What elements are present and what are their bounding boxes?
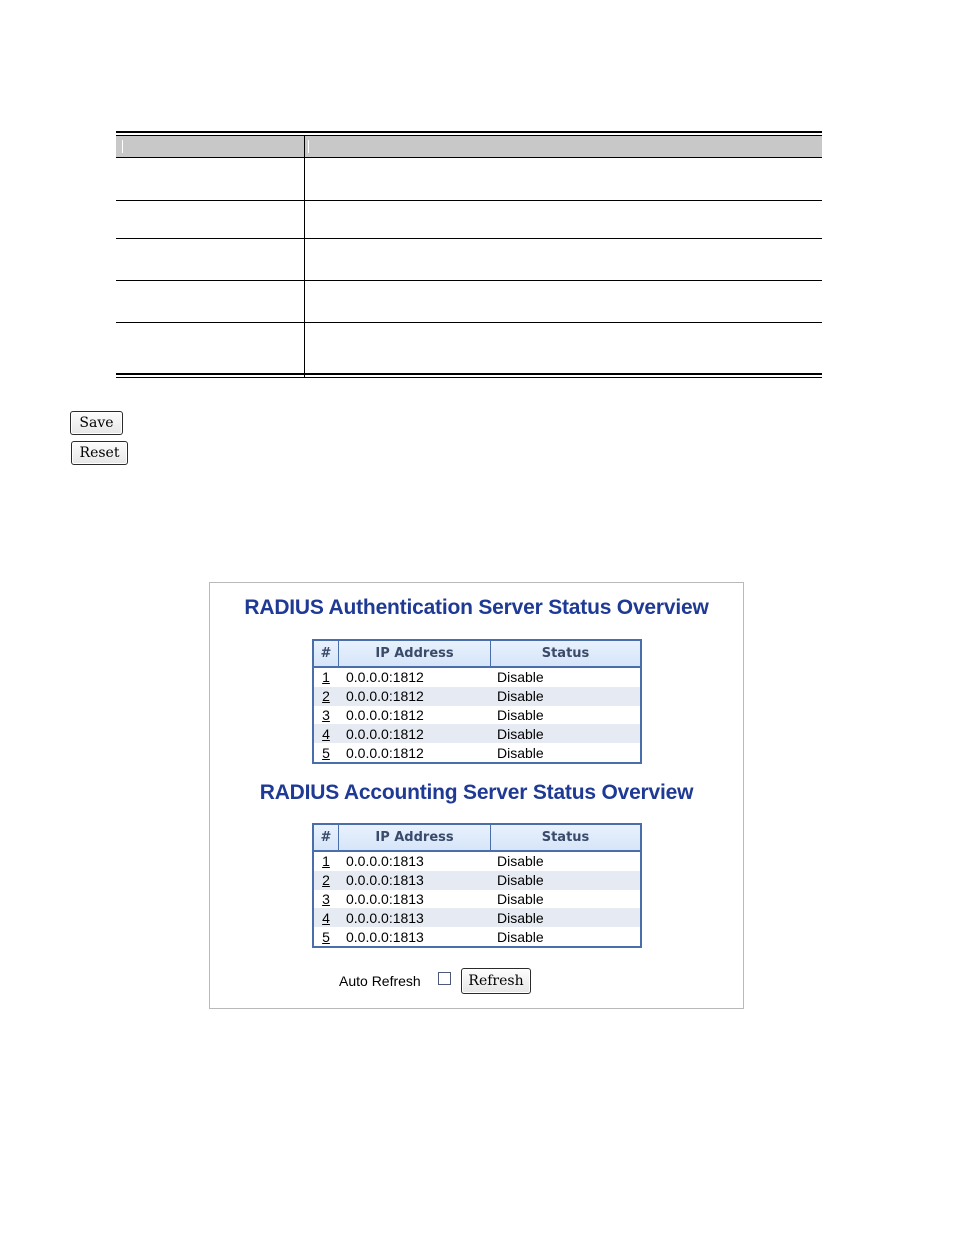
header-divider <box>122 140 123 153</box>
row-divider <box>116 322 822 323</box>
table-header <box>116 136 822 158</box>
column-header-number: # <box>320 646 332 661</box>
ip-address-cell: 0.0.0.0:1813 <box>346 909 424 926</box>
column-header-status: Status <box>490 825 640 850</box>
server-link[interactable]: 3 <box>322 706 330 723</box>
ip-address-cell: 0.0.0.0:1813 <box>346 853 424 870</box>
table-header <box>314 825 640 852</box>
column-header-ip: IP Address <box>338 641 490 666</box>
server-link[interactable]: 4 <box>322 725 330 742</box>
status-cell: Disable <box>497 744 544 761</box>
ip-address-cell: 0.0.0.0:1813 <box>346 872 424 889</box>
server-link[interactable]: 5 <box>322 928 330 945</box>
ip-address-cell: 0.0.0.0:1813 <box>346 890 424 907</box>
server-link[interactable]: 5 <box>322 744 330 761</box>
table-row <box>314 706 640 725</box>
acct-status-table <box>312 823 642 948</box>
status-cell: Disable <box>497 890 544 907</box>
ip-address-cell: 0.0.0.0:1812 <box>346 725 424 742</box>
refresh-button[interactable]: Refresh <box>461 968 531 994</box>
ip-address-cell: 0.0.0.0:1812 <box>346 688 424 705</box>
status-cell: Disable <box>497 928 544 945</box>
auto-refresh-checkbox[interactable] <box>438 972 451 985</box>
column-header-ip: IP Address <box>338 825 490 850</box>
ip-address-cell: 0.0.0.0:1812 <box>346 669 424 686</box>
status-cell: Disable <box>497 706 544 723</box>
status-cell: Disable <box>497 872 544 889</box>
table-row <box>314 908 640 927</box>
column-divider <box>304 136 305 377</box>
table-header <box>314 641 640 668</box>
reset-button[interactable]: Reset <box>71 441 128 465</box>
table-row <box>314 927 640 946</box>
server-link[interactable]: 2 <box>322 688 330 705</box>
header-divider <box>308 140 309 153</box>
table-bottom-rule <box>116 377 822 378</box>
status-cell: Disable <box>497 909 544 926</box>
table-top-rule <box>116 131 822 133</box>
auto-refresh-label: Auto Refresh <box>339 973 421 989</box>
radius-status-panel <box>209 582 744 1009</box>
table-row <box>314 668 640 687</box>
ip-address-cell: 0.0.0.0:1812 <box>346 744 424 761</box>
ip-address-cell: 0.0.0.0:1812 <box>346 706 424 723</box>
row-divider <box>116 280 822 281</box>
server-link[interactable]: 4 <box>322 909 330 926</box>
table-row <box>314 890 640 909</box>
table-row <box>314 852 640 871</box>
server-link[interactable]: 2 <box>322 872 330 889</box>
column-header-number: # <box>320 830 332 845</box>
server-link[interactable]: 1 <box>322 853 330 870</box>
status-cell: Disable <box>497 725 544 742</box>
server-link[interactable]: 3 <box>322 890 330 907</box>
column-header-status: Status <box>490 641 640 666</box>
row-divider <box>116 238 822 239</box>
auth-status-table <box>312 639 642 764</box>
acct-overview-title: RADIUS Accounting Server Status Overview <box>259 781 694 804</box>
table-row <box>314 871 640 890</box>
auth-overview-title: RADIUS Authentication Server Status Overview <box>244 596 709 619</box>
status-cell: Disable <box>497 688 544 705</box>
table-row <box>314 724 640 743</box>
status-cell: Disable <box>497 669 544 686</box>
save-button[interactable]: Save <box>70 411 123 435</box>
status-cell: Disable <box>497 853 544 870</box>
table-row <box>314 687 640 706</box>
server-link[interactable]: 1 <box>322 669 330 686</box>
row-divider <box>116 200 822 201</box>
table-row <box>314 743 640 762</box>
ip-address-cell: 0.0.0.0:1813 <box>346 928 424 945</box>
table-bottom-rule <box>116 373 822 375</box>
